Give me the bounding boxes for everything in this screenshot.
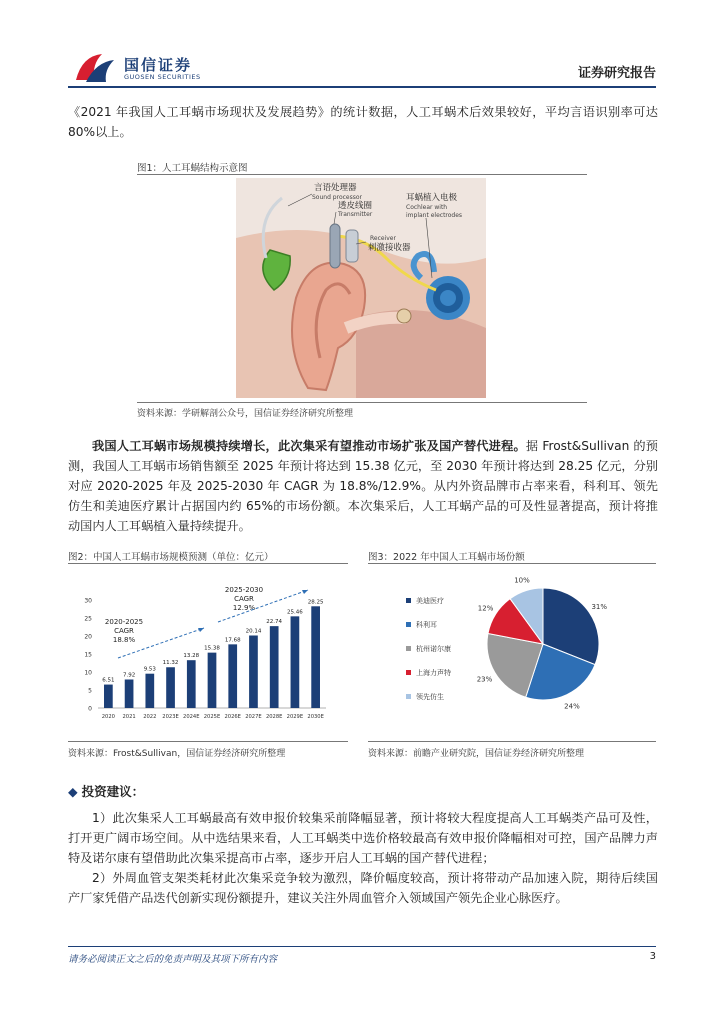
x-tick-label: 2029E (286, 714, 304, 720)
bar-value-label: 11.32 (162, 660, 179, 667)
paragraph-2 (68, 436, 658, 536)
bar-value-label: 20.14 (245, 628, 262, 635)
bar-value-label: 15.38 (204, 645, 220, 652)
x-tick-label: 2026E (224, 714, 241, 720)
label-transmitter-cn: 透皮线圈 (338, 201, 373, 211)
legend-label: 领先仿生 (416, 693, 444, 701)
figure1-source: 资料来源：学研解剖公众号，国信证券经济研究所整理 (137, 409, 354, 419)
cagr2-line1: 2025-2030 (224, 586, 264, 594)
pie-value-label: 10% (514, 576, 530, 585)
label-sound-processor-en: Sound processor (312, 194, 362, 201)
y-tick-label: 25 (84, 615, 92, 623)
bar-value-label: 17.68 (224, 637, 241, 644)
figure2-source: 资料来源：Frost&Sullivan，国信证券经济研究所整理 (68, 749, 286, 759)
bar-2026E (228, 644, 237, 708)
market-size-bar-chart (68, 572, 330, 738)
x-tick-label: 2025E (203, 714, 221, 720)
legend-swatch (406, 622, 411, 627)
bar-2028E (270, 626, 279, 708)
figure3-bottom-line (368, 741, 656, 742)
figure2-top-line (68, 563, 348, 564)
x-tick-label: 2024E (183, 714, 200, 720)
bar-2025E (208, 653, 217, 708)
figure2-title: 图2：中国人工耳蜗市场规模预测（单位：亿元） (68, 552, 274, 563)
cagr1-line2: CAGR (114, 627, 134, 635)
figure3-title: 图3：2022 年中国人工耳蜗市场份额 (368, 552, 525, 563)
x-tick-label: 2030E (307, 714, 324, 720)
x-tick-label: 2027E (245, 714, 262, 720)
section-title: 投资建议： (81, 784, 145, 799)
logo-text-en: GUOSEN SECURITIES (124, 73, 201, 81)
footer-disclaimer: 请务必阅读正文之后的免责声明及其项下所有内容 (68, 954, 278, 965)
x-tick-label: 2028E (265, 714, 283, 720)
guosen-logo-icon (72, 50, 116, 86)
label-receiver-cn: 刺激接收器 (368, 243, 411, 253)
paragraph-3: 1）此次集采人工耳蜗最高有效申报价较集采前降幅显著，预计将较大程度提高人工耳蜗类产品可及性，打开更广阔市场空间。从中选结果来看，人工耳蜗类中选价格较最高有效申报价降幅相对可控，国产品牌力声特及诺尔康有望借助此次集采提高市占率，逐步开启人工耳蜗的国产替代进程； (68, 811, 658, 865)
pie-value-label: 31% (591, 602, 608, 611)
y-tick-label: 15 (84, 651, 92, 659)
page-number: 3 (649, 951, 656, 962)
cagr1-line1: 2020-2025 (104, 618, 144, 626)
bar-2030E (311, 606, 320, 708)
y-tick-label: 20 (84, 633, 92, 641)
diamond-icon: ◆ (68, 784, 78, 799)
figure1-top-line (137, 174, 587, 175)
header-divider (68, 86, 656, 88)
figure2-bottom-line (68, 741, 348, 742)
figure3-top-line (368, 563, 656, 564)
report-type: 证券研究报告 (577, 66, 656, 81)
pie-value-label: 23% (476, 675, 493, 684)
legend-swatch (406, 646, 411, 651)
x-tick-label: 2022 (143, 714, 157, 720)
x-tick-label: 2023E (162, 714, 179, 720)
legend-swatch (406, 598, 411, 603)
logo-text-cn: 国信证券 (124, 56, 193, 74)
legend-label: 科利耳 (416, 621, 437, 629)
label-electrode-en1: Cochlear with (406, 204, 448, 211)
cagr2-line2: CAGR (234, 595, 254, 603)
bar-value-label: 28.25 (307, 599, 324, 606)
bar-2027E (249, 635, 258, 708)
page-header (0, 0, 724, 90)
figure3-source: 资料来源：前瞻产业研究院，国信证券经济研究所整理 (368, 749, 585, 759)
x-tick-label: 2021 (122, 714, 136, 720)
bar-value-label: 9.53 (143, 666, 156, 673)
bar-value-label: 13.28 (183, 653, 200, 660)
y-tick-label: 0 (88, 705, 92, 713)
pie-value-label: 12% (477, 604, 494, 613)
bar-value-label: 7.92 (122, 672, 136, 679)
bar-2024E (187, 660, 196, 708)
y-tick-label: 10 (84, 669, 92, 677)
label-electrode-cn: 耳蜗植入电极 (406, 193, 458, 203)
legend-label: 上海力声特 (416, 669, 451, 677)
bar-value-label: 6.51 (102, 677, 115, 684)
bar-2021 (125, 679, 134, 708)
legend-swatch (406, 694, 411, 699)
figure1-title: 图1：人工耳蜗结构示意图 (137, 163, 248, 174)
bar-2029E (291, 616, 300, 708)
x-tick-label: 2020 (101, 714, 115, 720)
label-transmitter-en: Transmitter (338, 211, 373, 218)
bar-2022 (145, 674, 154, 708)
label-electrode-en2: implant electrodes (406, 212, 463, 219)
legend-swatch (406, 670, 411, 675)
pie-value-label: 24% (564, 702, 580, 711)
bar-2023E (166, 667, 175, 708)
cochlear-implant-diagram (236, 178, 486, 398)
cagr2-line3: 12.9% (232, 604, 256, 612)
bar-2020 (104, 685, 113, 708)
bar-value-label: 22.74 (266, 619, 283, 626)
footer-divider (68, 946, 656, 947)
figure1-bottom-line (137, 402, 587, 403)
paragraph-2-bold: 我国人工耳蜗市场规模持续增长，此次集采有望推动市场扩张及国产替代进程。 (92, 439, 526, 453)
legend-label: 美迪医疗 (416, 597, 444, 605)
legend-label: 杭州诺尔康 (416, 645, 451, 653)
y-tick-label: 30 (84, 597, 92, 605)
market-share-pie-chart (366, 572, 656, 738)
label-receiver-en: Receiver (370, 235, 396, 242)
label-sound-processor-cn: 言语处理器 (314, 183, 357, 193)
section-investment-advice (68, 782, 144, 800)
y-tick-label: 5 (88, 687, 92, 695)
cagr1-line3: 18.8% (112, 636, 136, 644)
bar-value-label: 25.46 (287, 609, 303, 616)
paragraph-2-rest: 据 Frost&Sullivan 的预测，我国人工耳蜗市场销售额至 2025 年预计将达到 15.38 亿元，至 2030 年预计将达到 28.25 亿元，分别对应 2020-2025 年及 2025-2030 年 CAGR 为 18.8%/12.9%。从内外资品牌市占率来看，科利耳、领先仿生和美迪医疗累计占据国内约 65%的市场份额。本次集采后，人工耳蜗产品的可及性显著提高，预计将推动国内人工耳蜗植入量持续提升。 (68, 439, 658, 533)
paragraph-1: 《2021 年我国人工耳蜗市场现状及发展趋势》的统计数据，人工耳蜗术后效果较好，平均言语识别率可达 80%以上。 (68, 105, 658, 139)
paragraph-4: 2）外周血管支架类耗材此次集采竞争较为激烈，降价幅度较高，预计将带动产品加速入院，期待后续国产厂家凭借产品迭代创新实现份额提升，建议关注外周血管介入领域国产领先企业心脉医疗。 (68, 871, 658, 905)
